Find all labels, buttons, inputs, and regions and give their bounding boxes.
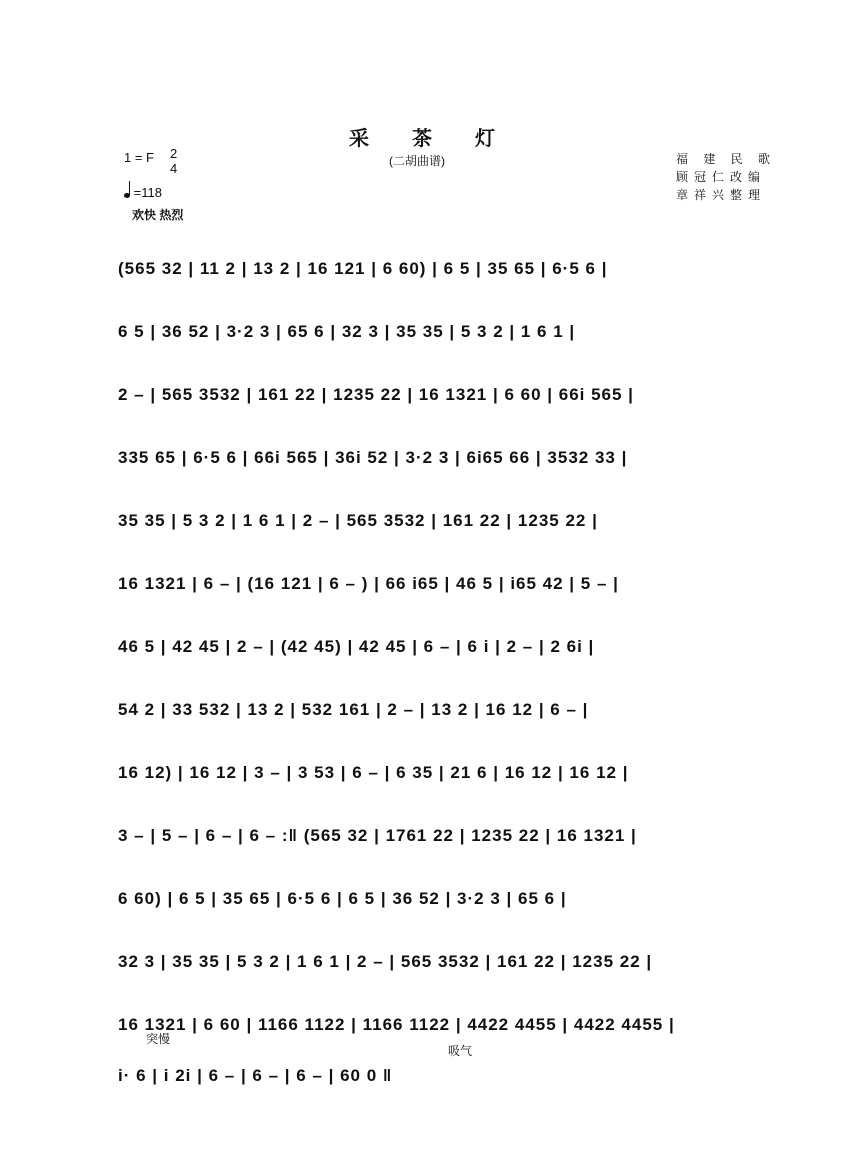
- score-line-notes: 54 2 | 33 532 | 13 2 | 532 161 | 2 – | 13 2 | 16 12 | 6 – |: [118, 700, 589, 719]
- score-line: [118, 669, 778, 732]
- credit-origin: 福 建 民 歌: [676, 152, 777, 166]
- final-line-notes: i· 6 | i 2i | 6 – | 6 – | 6 – | 60 0 ‖: [118, 1066, 393, 1085]
- expression-marking: 欢快 热烈: [132, 208, 184, 222]
- score-line: [118, 858, 778, 921]
- tempo-change-marking: 突慢: [146, 1032, 171, 1046]
- credit-arranger: 顾冠仁改编: [676, 170, 767, 184]
- score-line-notes: 3 – | 5 – | 6 – | 6 – :‖ (565 32 | 1761 22 | 1235 22 | 16 1321 |: [118, 826, 637, 845]
- score-line-notes: 2 – | 565 3532 | 161 22 | 1235 22 | 16 1321 | 6 60 | 66i 565 |: [118, 385, 634, 404]
- tempo-marking: [124, 185, 162, 200]
- score-line-notes: 16 1321 | 6 60 | 1166 1122 | 1166 1122 | 4422 4455 | 4422 4455 |: [118, 1015, 675, 1034]
- score-line: [118, 921, 778, 984]
- time-bottom: 4: [170, 161, 178, 176]
- credits: [676, 150, 776, 204]
- score-body: [118, 228, 778, 1047]
- score-line: [118, 543, 778, 606]
- score-line-notes: 6 60) | 6 5 | 35 65 | 6·5 6 | 6 5 | 36 52 | 3·2 3 | 65 6 |: [118, 889, 567, 908]
- score-line: [118, 795, 778, 858]
- key-signature: [124, 146, 178, 176]
- score-line-notes: (565 32 | 11 2 | 13 2 | 16 121 | 6 60) | 6 5 | 35 65 | 6·5 6 |: [118, 259, 608, 278]
- time-top: 2: [170, 146, 178, 161]
- score-line: [118, 228, 778, 291]
- tempo-value: =118: [133, 185, 162, 200]
- key-label: 1 = F: [124, 150, 154, 165]
- breath-mark: 吸气: [448, 1044, 473, 1058]
- quarter-note-icon: [124, 193, 130, 198]
- score-line: [118, 291, 778, 354]
- credit-editor: 章祥兴整理: [676, 188, 767, 202]
- score-line-notes: 6 5 | 36 52 | 3·2 3 | 65 6 | 32 3 | 35 35 | 5 3 2 | 1 6 1 |: [118, 322, 576, 341]
- score-line: [118, 732, 778, 795]
- score-line-notes: 16 1321 | 6 – | (16 121 | 6 – ) | 66 i65 | 46 5 | i65 42 | 5 – |: [118, 574, 619, 593]
- score-line: [118, 354, 778, 417]
- score-line-notes: 46 5 | 42 45 | 2 – | (42 45) | 42 45 | 6 – | 6 i | 2 – | 2 6i |: [118, 637, 595, 656]
- score-line-notes: 35 35 | 5 3 2 | 1 6 1 | 2 – | 565 3532 | 161 22 | 1235 22 |: [118, 511, 598, 530]
- score-title: 采 茶 灯: [349, 126, 513, 150]
- score-line-notes: 32 3 | 35 35 | 5 3 2 | 1 6 1 | 2 – | 565 3532 | 161 22 | 1235 22 |: [118, 952, 653, 971]
- score-line: [118, 984, 778, 1047]
- score-line-notes: 335 65 | 6·5 6 | 66i 565 | 36i 52 | 3·2 3 | 6i65 66 | 3532 33 |: [118, 448, 628, 467]
- score-line: [118, 606, 778, 669]
- time-signature: [170, 146, 177, 176]
- score-line-notes: 16 12) | 16 12 | 3 – | 3 53 | 6 – | 6 35 | 21 6 | 16 12 | 16 12 |: [118, 763, 629, 782]
- score-subtitle: (二胡曲谱): [389, 154, 445, 168]
- score-line: [118, 417, 778, 480]
- score-line: [118, 480, 778, 543]
